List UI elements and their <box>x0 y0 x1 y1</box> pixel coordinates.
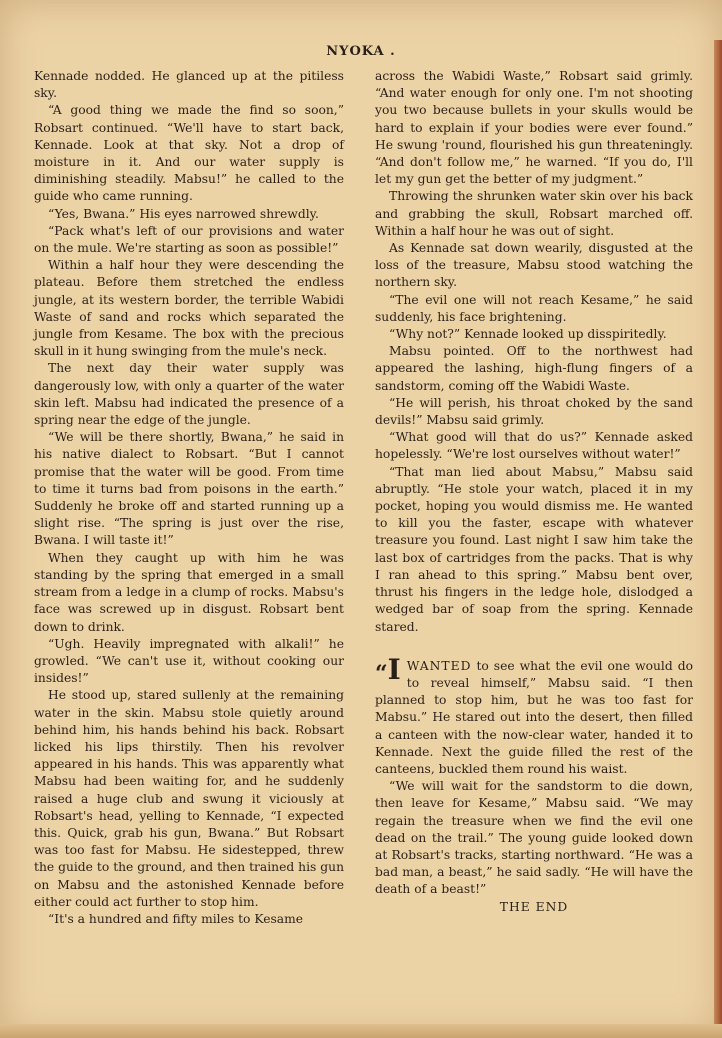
drop-cap-letter: I <box>387 652 401 686</box>
page-bottom-edge <box>0 1024 722 1038</box>
drop-cap <box>375 652 401 687</box>
paragraph: “Pack what's left of our provisions and water on the mule. We're starting as soon as possible!” <box>34 223 344 256</box>
paragraph: When they caught up with him he was standing by the spring that emerged in a small stream from a ledge in a clump of rocks. Mabsu's face was screwed up in disgust. Robsart bent down to drink. <box>34 550 344 634</box>
paragraph: “Why not?” Kennade looked up disspiritedly. <box>389 327 667 342</box>
paragraph: “Ugh. Heavily impregnated with alkali!” he growled. “We can't use it, without cooking our insides!” <box>34 636 344 686</box>
paragraph: The next day their water supply was dangerously low, with only a quarter of the water skin left. Mabsu had indicated the presence of a spring near the edge of the jungle. <box>34 361 344 428</box>
page-edge <box>714 40 722 1038</box>
paragraph: “It's a hundred and fifty miles to Kesame <box>48 911 304 926</box>
the-end-label: THE END <box>499 899 569 914</box>
open-quote: “ <box>375 660 388 687</box>
left-column <box>34 68 344 928</box>
running-header: NYOKA . <box>326 44 396 59</box>
paragraph: “What good will that do us?” Kennade asked hopelessly. “We're lost ourselves without water!” <box>375 430 693 462</box>
paragraph: Mabsu pointed. Off to the northwest had appeared the lashing, high-flung fingers of a sandstorm, coming off the Wabidi Waste. <box>375 344 693 393</box>
paragraph: “That man lied about Mabsu,” Mabsu said abruptly. “He stole your watch, placed it in my pocket, hoping you would dismiss me. He wanted to kill you the faster, escape with whatever treasure you found. Last night I saw him take the last box of cartridges from the packs. That is why I ran ahead to this spring.” Mabsu bent over, thrust his fingers in the ledge hole, dislodged a wedged bar of soap from the spring. Kennade stared. <box>375 464 693 634</box>
paragraph: “A good thing we made the find so soon,” Robsart continued. “We'll have to start back, Kennade. Look at that sky. Not a drop of moisture in it. And our water supply is diminishing steadily. Mabsu!” he called to the guide who came running. <box>34 103 344 204</box>
paragraph: “Yes, Bwana.” His eyes narrowed shrewdly. <box>48 206 319 221</box>
paragraph: Within a half hour they were descending the plateau. Before them stretched the endless jungle, at its western border, the terrible Wabidi Waste of sand and rocks which separated the jungle from Kesame. The box with the precious skull in it hung swinging from the mule's neck. <box>34 258 344 359</box>
paragraph: “He will perish, his throat choked by the sand devils!” Mabsu said grimly. <box>375 395 693 428</box>
paragraph: “We will be there shortly, Bwana,” he said in his native dialect to Robsart. “But I cannot promise that the water will be good. From time to time it turns bad from poisons in the earth.” Suddenly he broke off and started running up a slight rise. “The spring is just over the rise, Bwana. I will taste it!” <box>34 430 344 548</box>
paragraph: “The evil one will not reach Kesame,” he said suddenly, his face brightening. <box>375 292 693 324</box>
paragraph: Throwing the shrunken water skin over his back and grabbing the skull, Robsart marched off. Within a half hour he was out of sight. <box>375 189 693 238</box>
lead-word: WANTED <box>406 658 472 673</box>
paragraph: across the Wabidi Waste,” Robsart said grimly. “And water enough for only one. I'm not shooting you two because bullets in your skulls would be hard to explain if your bodies were ever found.” He swung 'round, flourished his gun threateningly. “And don't follow me,” he warned. “If you do, I'll let my gun get the better of my judgment.” <box>375 69 693 187</box>
paragraph: Kennade nodded. He glanced up at the pitiless sky. <box>34 69 344 101</box>
paragraph: “We will wait for the sandstorm to die down, then leave for Kesame,” Mabsu said. “We may regain the treasure when we find the evil one dead on the trail.” The young guide looked down at Robsart's tracks, starting northward. “He was a bad man, a beast,” he said sadly. “He will have the death of a beast!” <box>375 779 693 897</box>
section-break <box>375 636 693 658</box>
paragraph: He stood up, stared sullenly at the remaining water in the skin. Mabsu stole quietly around behind him, his hands behind his back. Robsart licked his lips thirstily. Then his revolver appeared in his hands. This was apparently what Mabsu had been waiting for, and he suddenly raised a huge club and swung it viciously at Robsart's head, yelling to Kennade, “I expected this. Quick, grab his gun, Bwana.” But Robsart was too fast for Mabsu. He sidestepped, threw the guide to the ground, and then trained his gun on Mabsu and the astonished Kennade before either could act further to stop him. <box>34 688 344 909</box>
right-column <box>375 68 693 916</box>
paragraph-text: to see what the evil one would do to reveal himself,” Mabsu said. “I then planned to stop him, but he was too fast for Mabsu.” He stared out into the desert, then filled a canteen with the now-clear water, handed it to Kennade. Next the guide filled the rest of the canteens, buckled them round his waist. <box>375 658 693 776</box>
paragraph: As Kennade sat down wearily, disgusted at the loss of the treasure, Mabsu stood watching the northern sky. <box>375 241 693 290</box>
section-opening-paragraph <box>375 652 693 778</box>
